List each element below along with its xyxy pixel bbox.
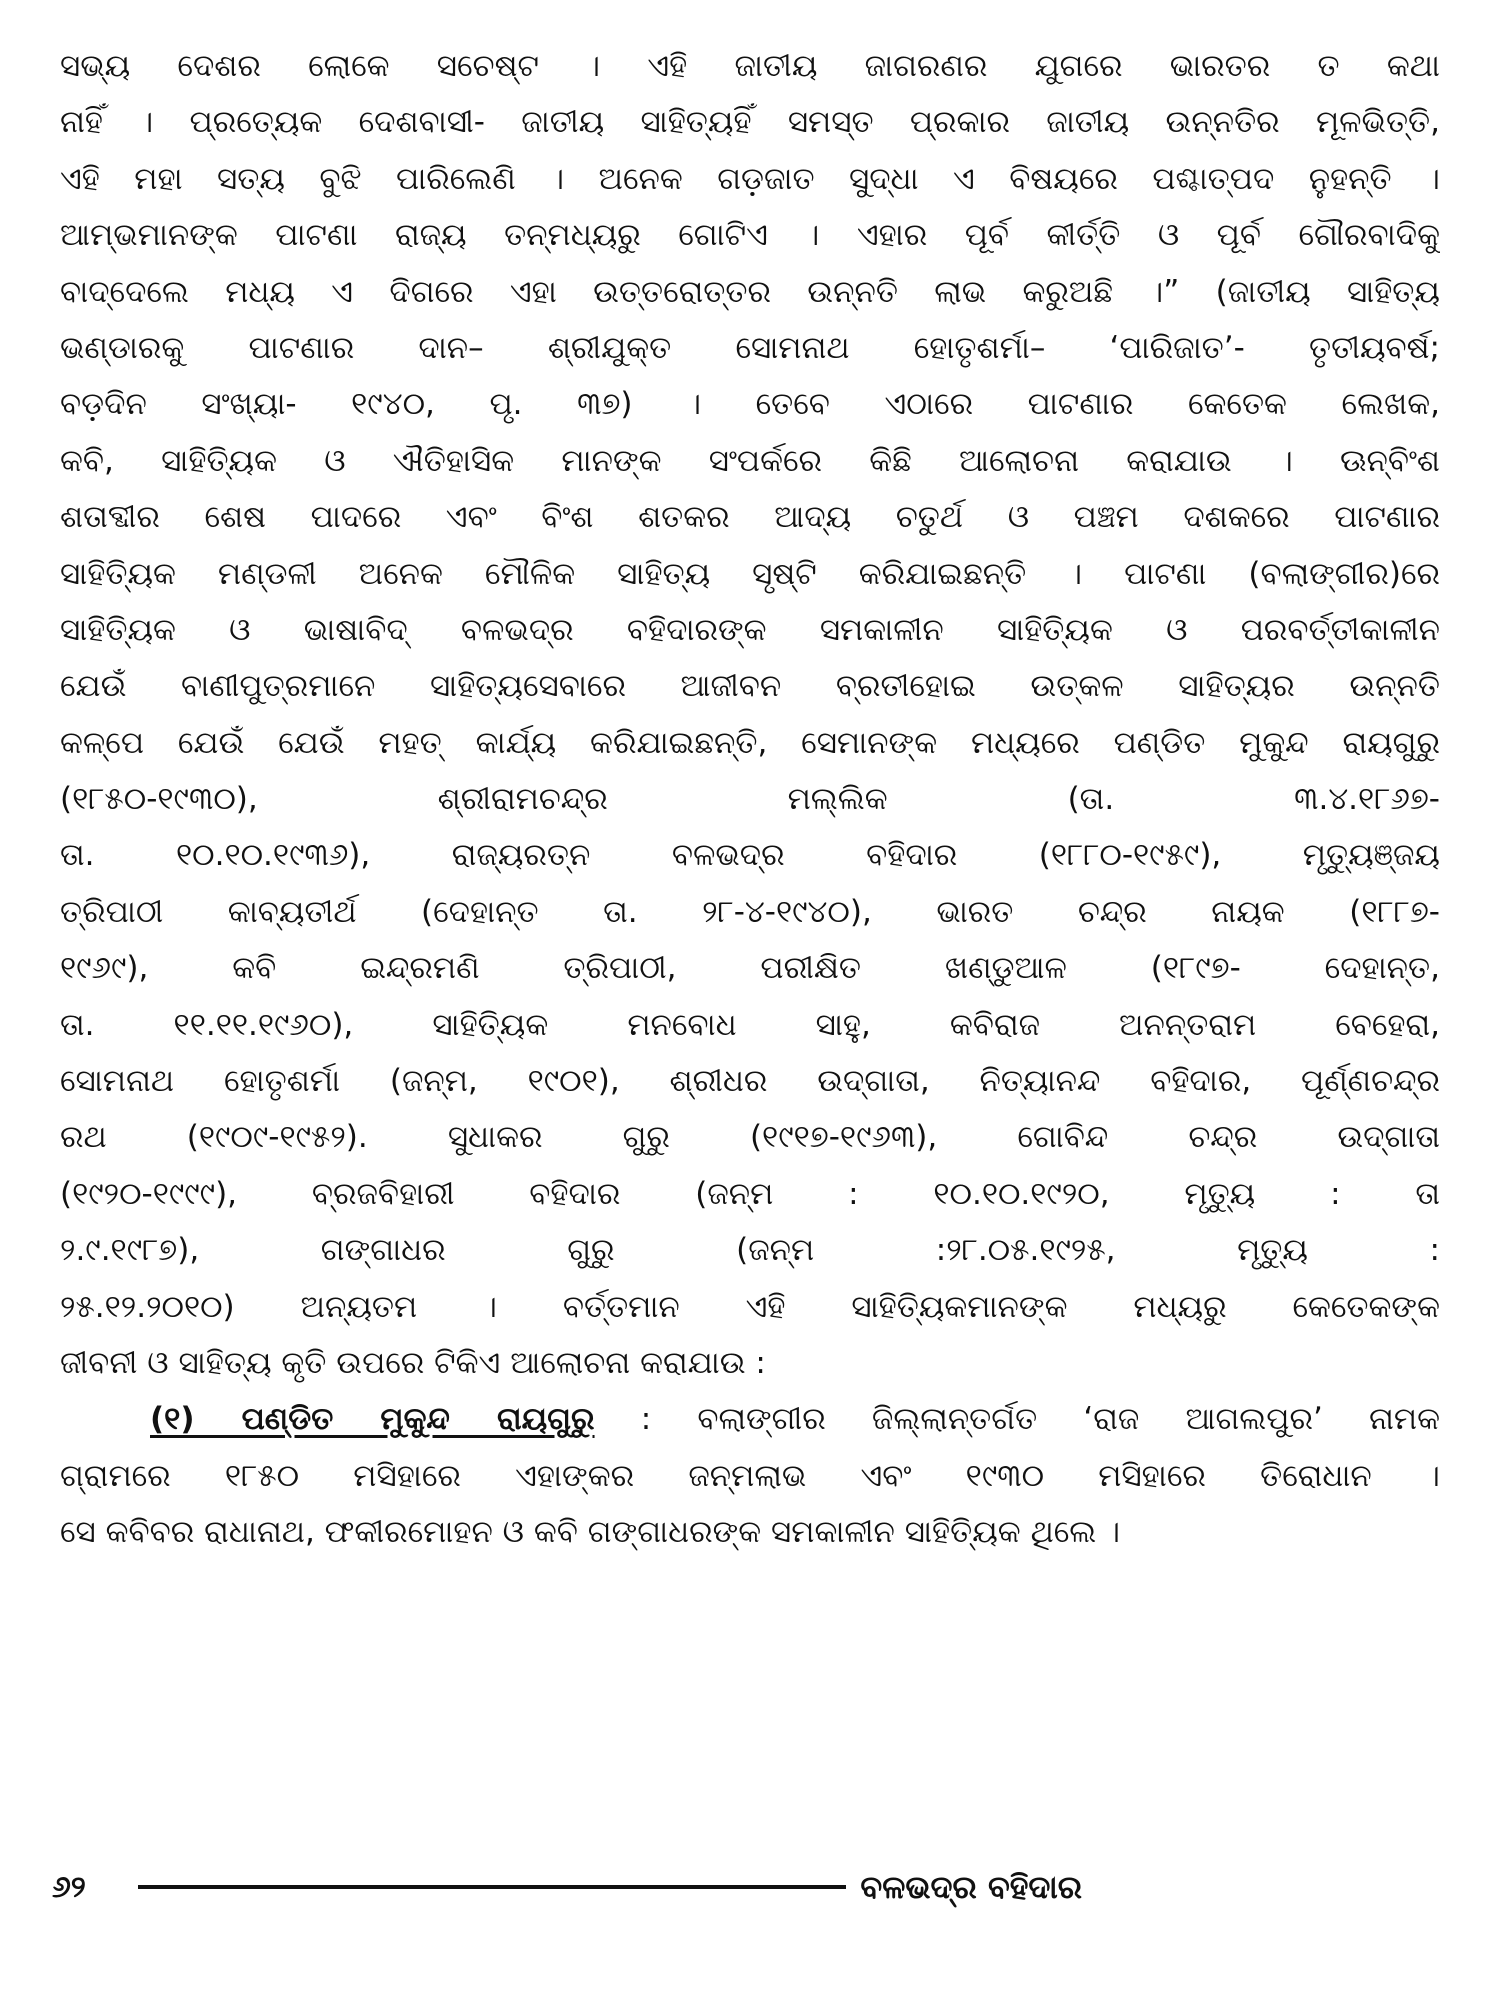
text-line: ତ୍ରିପାଠୀ କାବ୍ୟତୀର୍ଥ (ଦେହାନ୍ତ ତା. ୨୮-୪-୧୯୪୦), ଭାରତ ଚନ୍ଦ୍ର ନାୟକ (୧୮୮୭- bbox=[60, 893, 1440, 930]
text-line: କବି, ସାହିତ୍ୟିକ ଓ ଐତିହାସିକ ମାନଙ୍କ ସଂପର୍କରେ କିଛି ଆଲୋଚନା କରାଯାଉ । ଊନ୍ବିଂଶ bbox=[60, 442, 1440, 479]
text-line: ସୋମନାଥ ହୋତୃଶର୍ମା (ଜନ୍ମ, ୧୯୦୧), ଶ୍ରୀଧର ଉଦ୍‌ଗାତା, ନିତ୍ୟାନନ୍ଦ ବହିଦାର, ପୂର୍ଣ୍ଣଚନ୍ଦ୍ର bbox=[60, 1063, 1440, 1100]
text-line: ସାହିତ୍ୟିକ ଓ ଭାଷାବିଦ୍ ବଳଭଦ୍ର ବହିଦାରଙ୍କ ସମକାଳୀନ ସାହିତ୍ୟିକ ଓ ପରବର୍ତ୍ତୀକାଳୀନ bbox=[60, 611, 1440, 648]
body-text bbox=[60, 38, 1440, 1561]
text-line: କଳ୍ପେ ଯେଉଁ ଯେଉଁ ମହତ୍ କାର୍ଯ୍ୟ କରିଯାଇଛନ୍ତି, ସେମାନଙ୍କ ମଧ୍ୟରେ ପଣ୍ଡିତ ମୁକୁନ୍ଦ ରାୟଗୁରୁ bbox=[60, 724, 1440, 761]
section-first-line bbox=[60, 1391, 1440, 1447]
page-footer bbox=[52, 1862, 1082, 1912]
text-line: ତା. ୧୦.୧୦.୧୯୩୬), ରାଜ୍ୟରତ୍ନ ବଳଭଦ୍ର ବହିଦାର (୧୮୮୦-୧୯୫୯), ମୃତ୍ୟୁଞ୍ଜୟ bbox=[60, 837, 1440, 874]
text-line: ତା. ୧୧.୧୧.୧୯୬୦), ସାହିତ୍ୟିକ ମନବୋଧ ସାହୁ, କବିରାଜ ଅନନ୍ତରାମ ବେହେରା, bbox=[60, 1006, 1440, 1043]
text-line: ଯେଉଁ ବାଣୀପୁତ୍ରମାନେ ସାହିତ୍ୟସେବାରେ ଆଜୀବନ ବ୍ରତୀହୋଇ ଉତ୍କଳ ସାହିତ୍ୟର ଉନ୍ନତି bbox=[60, 668, 1440, 705]
section-text-line: ଗ୍ରାମରେ ୧୮୫୦ ମସିହାରେ ଏହାଙ୍କର ଜନ୍ମଲାଭ ଏବଂ ୧୯୩୦ ମସିହାରେ ତିରୋଧାନ । bbox=[60, 1457, 1440, 1494]
text-line: ସଭ୍ୟ ଦେଶର ଲୋକେ ସଚେଷ୍ଟ । ଏହି ଜାତୀୟ ଜାଗରଣର ଯୁଗରେ ଭାରତର ତ କଥା bbox=[60, 48, 1440, 84]
text-line: ଆମ୍ଭମାନଙ୍କ ପାଟଣା ରାଜ୍ୟ ତନ୍ମଧ୍ୟରୁ ଗୋଟିଏ । ଏହାର ପୂର୍ବ କୀର୍ତ୍ତି ଓ ପୂର୍ବ ଗୌରବାଦିକୁ bbox=[60, 217, 1440, 254]
section-text-line: ସେ କବିବର ରାଧାନାଥ, ଫକୀରମୋହନ ଓ କବି ଗଙ୍ଗାଧରଙ୍କ ସମକାଳୀନ ସାହିତ୍ୟିକ ଥିଲେ । bbox=[60, 1514, 1121, 1551]
text-line: ଜୀବନୀ ଓ ସାହିତ୍ୟ କୃତି ଉପରେ ଟିକିଏ ଆଲୋଚନା କରାଯାଉ : bbox=[60, 1344, 766, 1381]
text-line: ବଡ଼ଦିନ ସଂଖ୍ୟା- ୧୯୪୦, ପୃ. ୩୭) । ତେବେ ଏଠାରେ ପାଟଣାର କେତେକ ଲେଖକ, bbox=[60, 386, 1440, 423]
section-heading: (୧) ପଣ୍ଡିତ ମୁକୁନ୍ଦ ରାୟଗୁରୁ bbox=[150, 1401, 595, 1438]
text-line: ସାହିତ୍ୟିକ ମଣ୍ଡଳୀ ଅନେକ ମୌଳିକ ସାହିତ୍ୟ ସୃଷ୍ଟି କରିଯାଇଛନ୍ତି । ପାଟଣା (ବଲାଙ୍ଗୀର)ରେ bbox=[60, 555, 1440, 592]
page-number: ୬୨ bbox=[52, 1869, 86, 1905]
text-line: ୧୯୬୯), କବି ଇନ୍ଦ୍ରମଣି ତ୍ରିପାଠୀ, ପରୀକ୍ଷିତ ଖଣ୍ଡୁଆଳ (୧୮୯୭- ଦେହାନ୍ତ, bbox=[60, 950, 1440, 987]
text-line: (୧୯୨୦-୧୯୯୯), ବ୍ରଜବିହାରୀ ବହିଦାର (ଜନ୍ମ : ୧୦.୧୦.୧୯୨୦, ମୃତ୍ୟୁ : ତା bbox=[60, 1175, 1440, 1212]
running-title: ବଳଭଦ୍ର ବହିଦାର bbox=[860, 1867, 1082, 1906]
text-line: ବାଦ୍‌ଦେଲେ ମଧ୍ୟ ଏ ଦିଗରେ ଏହା ଉତ୍ତରୋତ୍ତର ଉନ୍ନତି ଲାଭ କରୁଅଛି ।” (ଜାତୀୟ ସାହିତ୍ୟ bbox=[60, 273, 1440, 310]
text-line: (୧୮୫୦-୧୯୩୦), ଶ୍ରୀରାମଚନ୍ଦ୍ର ମଲ୍ଲିକ (ତା. ୩.୪.୧୮୬୭- bbox=[60, 781, 1440, 818]
text-line: ଭଣ୍ଡାରକୁ ପାଟଣାର ଦାନ– ଶ୍ରୀଯୁକ୍ତ ସୋମନାଥ ହୋତୃଶର୍ମା– ‘ପାରିଜାତ’- ତୃତୀୟବର୍ଷ; bbox=[60, 329, 1440, 366]
text-line: ୨.୯.୧୯୮୭), ଗଙ୍ଗାଧର ଗୁରୁ (ଜନ୍ମ :୨୮.୦୫.୧୯୨୫, ମୃତ୍ୟୁ : bbox=[60, 1232, 1440, 1269]
text-line: ଏହି ମହା ସତ୍ୟ ବୁଝି ପାରିଲେଣି । ଅନେକ ଗଡ଼ଜାତ ସୁଦ୍ଧା ଏ ବିଷୟରେ ପଶ୍ଚାତ୍ପଦ ନୁହନ୍ତି । bbox=[60, 160, 1440, 197]
text-line: ୨୫.୧୨.୨୦୧୦) ଅନ୍ୟତମ । ବର୍ତ୍ତମାନ ଏହି ସାହିତ୍ୟିକମାନଙ୍କ ମଧ୍ୟରୁ କେତେକଙ୍କ bbox=[60, 1288, 1440, 1325]
text-line: ଶତାବ୍ଦୀର ଶେଷ ପାଦରେ ଏବଂ ବିଂଶ ଶତକର ଆଦ୍ୟ ଚତୁର୍ଥ ଓ ପଞ୍ଚମ ଦଶକରେ ପାଟଣାର bbox=[60, 499, 1440, 536]
section-lead-text: : ବଲାଙ୍ଗୀର ଜିଲ୍ଲାନ୍ତର୍ଗତ ‘ରାଜ ଆଗଲପୁର’ ନାମକ bbox=[594, 1401, 1440, 1438]
text-line: ନାହିଁ । ପ୍ରତ୍ୟେକ ଦେଶବାସୀ- ଜାତୀୟ ସାହିତ୍ୟହିଁ ସମସ୍ତ ପ୍ରକାର ଜାତୀୟ ଉନ୍ନତିର ମୂଳଭିତ୍ତି, bbox=[60, 104, 1440, 141]
text-line: ରଥ (୧୯୦୯-୧୯୫୨). ସୁଧାକର ଗୁରୁ (୧୯୧୭-୧୯୬୩), ଗୋବିନ୍ଦ ଚନ୍ଦ୍ର ଉଦ୍‌ଗାତା bbox=[60, 1119, 1440, 1156]
footer-rule bbox=[138, 1885, 846, 1889]
